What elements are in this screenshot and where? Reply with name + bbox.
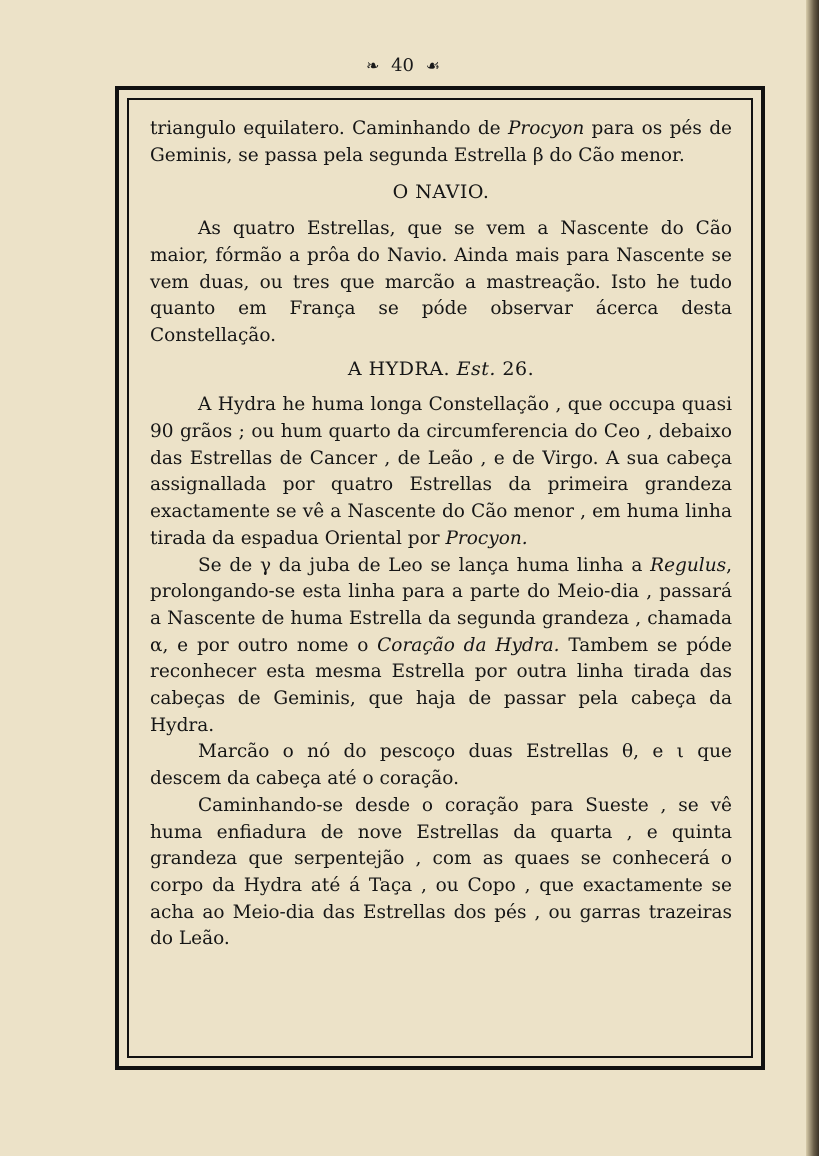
page-text bbox=[150, 116, 732, 953]
hydra-p2-regulus: Regulus bbox=[650, 554, 727, 576]
left-ornament-icon: ❧ bbox=[365, 56, 380, 75]
page-header bbox=[0, 55, 806, 76]
page-number: 40 bbox=[391, 55, 414, 76]
hydra-heading bbox=[150, 356, 732, 383]
hydra-p2-text-b: , prolongando-se esta linha para a parte do Meio-dia , passará a Nascente de huma Estrella da segunda grandeza , chamada α, e por outro nome o bbox=[150, 554, 732, 656]
hydra-p1-procyon: Procyon. bbox=[445, 527, 528, 549]
hydra-paragraph-4: Caminhando-se desde o coração para Sueste , se vê huma enfiadura de nove Estrellas da quarta , e quinta grandeza que serpentejão , com as quaes se conhecerá o corpo da Hydra até á Taça , ou Copo , que exactamente se acha ao Meio-dia das Estrellas dos pés , ou garras trazeiras do Leão. bbox=[150, 794, 732, 950]
hydra-heading-number: 26. bbox=[502, 357, 535, 380]
procyon-italic: Procyon bbox=[507, 118, 585, 139]
hydra-paragraph-3: Marcão o nó do pescoço duas Estrellas θ, e ι que descem da cabeça até o coração. bbox=[150, 741, 732, 790]
navio-heading: O NAVIO. bbox=[392, 181, 490, 204]
hydra-paragraph-1 bbox=[150, 392, 732, 552]
hydra-p1-text: A Hydra he huma longa Constellação , que occupa quasi 90 grãos ; ou hum quarto da circumferencia do Ceo , debaixo das Estrellas de Cancer , de Leão , e de Virgo. A sua cabeça assignallada por quatro Estrellas da primeira grandeza exactamente se vê a Nascente do Cão menor , em huma linha tirada da espadua Oriental por bbox=[150, 394, 732, 549]
book-spine bbox=[806, 0, 819, 1156]
hydra-p2-coracao: Coração da Hydra. bbox=[377, 634, 560, 656]
right-ornament-icon: ☙ bbox=[425, 56, 441, 75]
navio-paragraph: As quatro Estrellas, que se vem a Nascente do Cão maior, fórmão a prôa do Navio. Ainda mais para Nascente se vem duas, ou tres que marcão a mastreação. Isto he tudo quanto em França se póde observar ácerca desta Constellação. bbox=[150, 218, 732, 346]
intro-paragraph: triangulo equilatero. Caminhando de Procyon para os pés de Geminis, se passa pela segunda Estrella β do Cão menor. bbox=[150, 118, 732, 166]
hydra-p2-text-c: Tambem se póde reconhecer esta mesma Estrella por outra linha tirada das cabeças de Geminis, que haja de passar pela cabeça da Hydra. bbox=[150, 634, 732, 736]
hydra-p2-text-a: Se de γ da juba de Leo se lança huma linha a bbox=[198, 554, 643, 576]
hydra-paragraph-2 bbox=[150, 553, 732, 740]
hydra-heading-est: Est. bbox=[456, 357, 496, 380]
hydra-heading-title: A HYDRA. bbox=[347, 357, 451, 380]
